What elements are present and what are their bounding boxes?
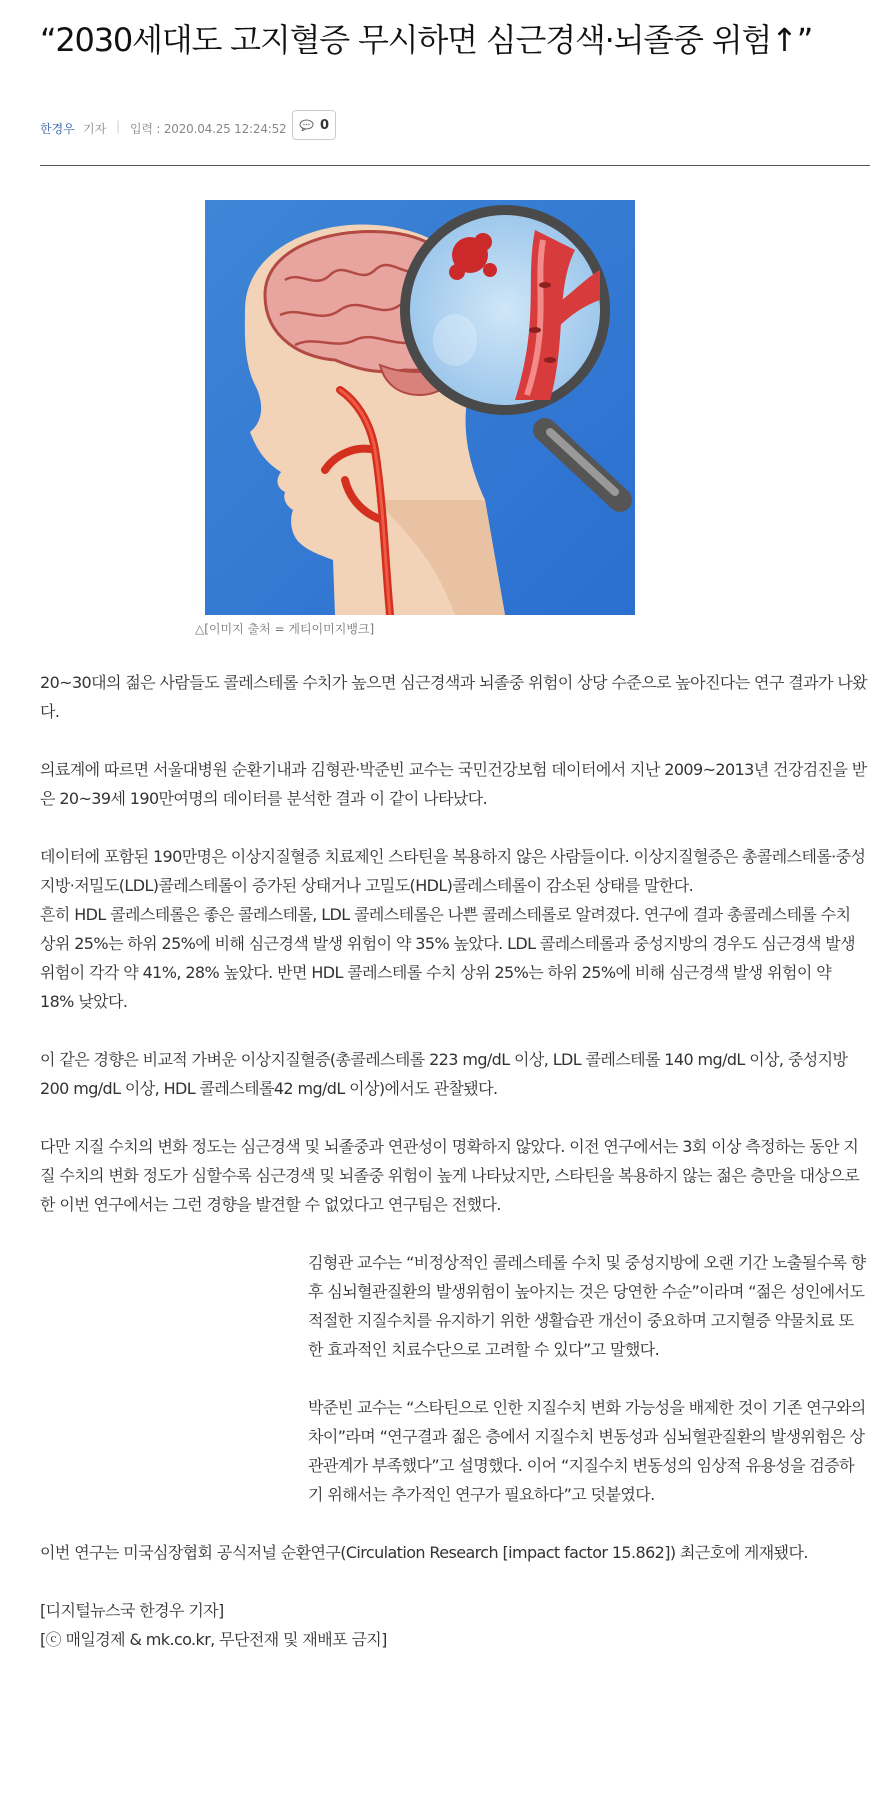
paragraph: 이 같은 경향은 비교적 가벼운 이상지질혈증(총콜레스테롤 223 mg/dL 이상, LDL 콜레스테롤 140 mg/dL 이상, 중성지방 200 mg/dL 이상, HDL 콜레스테롤42 mg/dL 이상)에서도 관찰됐다.: [40, 1050, 848, 1098]
paragraph: 다만 지질 수치의 변화 정도는 심근경색 및 뇌졸중과 연관성이 명확하지 않았다. 이전 연구에서는 3회 이상 측정하는 동안 지질 수치의 변화 정도가 심할수록 심근경색 및 뇌졸중 위험이 높게 나타났지만, 스타틴을 복용하지 않는 젊은 층만을 대상으로 한 이번 연구에서는 그런 경향을 발견할 수 없었다고 연구팀은 전했다.: [40, 1137, 860, 1214]
article-image: [205, 200, 683, 615]
published-date: 입력 : 2020.04.25 12:24:52: [130, 122, 287, 136]
article-meta: [40, 110, 870, 142]
paragraph: 의료계에 따르면 서울대병원 순환기내과 김형관·박준빈 교수는 국민건강보험 데이터에서 지난 2009~2013년 건강검진을 받은 20~39세 190만여명의 데이터를 분석한 결과 이 같이 나타났다.: [40, 760, 867, 808]
paragraph: 20~30대의 젊은 사람들도 콜레스테롤 수치가 높으면 심근경색과 뇌졸중 위험이 상당 수준으로 높아진다는 연구 결과가 나왔다.: [40, 673, 868, 721]
quote-paragraph: 김형관 교수는 “비정상적인 콜레스테롤 수치 및 중성지방에 오랜 기간 노출될수록 향후 심뇌혈관질환의 발생위험이 높아지는 것은 당연한 수순”이라며 “젊은 성인에서도 적절한 지질수치를 유지하기 위한 생활습관 개선이 중요하며 고지혈증 약물치료 또한 효과적인 치료수단으로 고려할 수 있다”고 말했다.: [308, 1253, 866, 1359]
meta-separator: |: [116, 119, 121, 133]
image-caption: △[이미지 출처 = 게티이미지뱅크]: [195, 622, 375, 636]
comment-count: 0: [320, 118, 330, 133]
header-divider: [40, 165, 870, 166]
byline: [디지털뉴스국 한경우 기자]: [40, 1601, 224, 1620]
speech-bubble-icon: [299, 119, 314, 131]
paragraph: 데이터에 포함된 190만명은 이상지질혈증 치료제인 스타틴을 복용하지 않은 사람들이다. 이상지질혈증은 총콜레스테롤·중성지방·저밀도(LDL)콜레스테롤이 증가된 상태거나 고밀도(HDL)콜레스테롤이 감소된 상태를 말한다.: [40, 847, 866, 895]
author-role: 기자: [83, 122, 107, 136]
author-name[interactable]: 한경우: [40, 122, 75, 136]
paragraph: 흔히 HDL 콜레스테롤은 좋은 콜레스테롤, LDL 콜레스테롤은 나쁜 콜레스테롤로 알려졌다. 연구에 결과 총콜레스테롤 수치 상위 25%는 하위 25%에 비해 심근경색 발생 위험이 약 35% 높았다. LDL 콜레스테롤과 중성지방의 경우도 심근경색 발생 위험이 각각 약 41%, 28% 높았다. 반면 HDL 콜레스테롤 수치 상위 25%는 하위 25%에 비해 심근경색 발생 위험이 약 18% 낮았다.: [40, 905, 855, 1011]
article-body: [40, 668, 868, 1654]
article: [40, 0, 870, 1649]
article-title: “2030세대도 고지혈증 무시하면 심근경색·뇌졸중 위험↑”: [40, 21, 813, 59]
copyright: [ⓒ 매일경제 & mk.co.kr, 무단전재 및 재배포 금지]: [40, 1630, 387, 1649]
quote-paragraph: 박준빈 교수는 “스타틴으로 인한 지질수치 변화 가능성을 배제한 것이 기존 연구와의 차이”라며 “연구결과 젊은 층에서 지질수치 변동성과 심뇌혈관질환의 발생위험은 상관관계가 부족했다”고 설명했다. 이어 “지질수치 변동성의 임상적 유용성을 검증하기 위해서는 추가적인 연구가 필요하다”고 덧붙였다.: [308, 1398, 866, 1504]
paragraph: 이번 연구는 미국심장협회 공식저널 순환연구(Circulation Research [impact factor 15.862]) 최근호에 게재됐다.: [40, 1543, 808, 1562]
comment-button[interactable]: [292, 110, 336, 140]
